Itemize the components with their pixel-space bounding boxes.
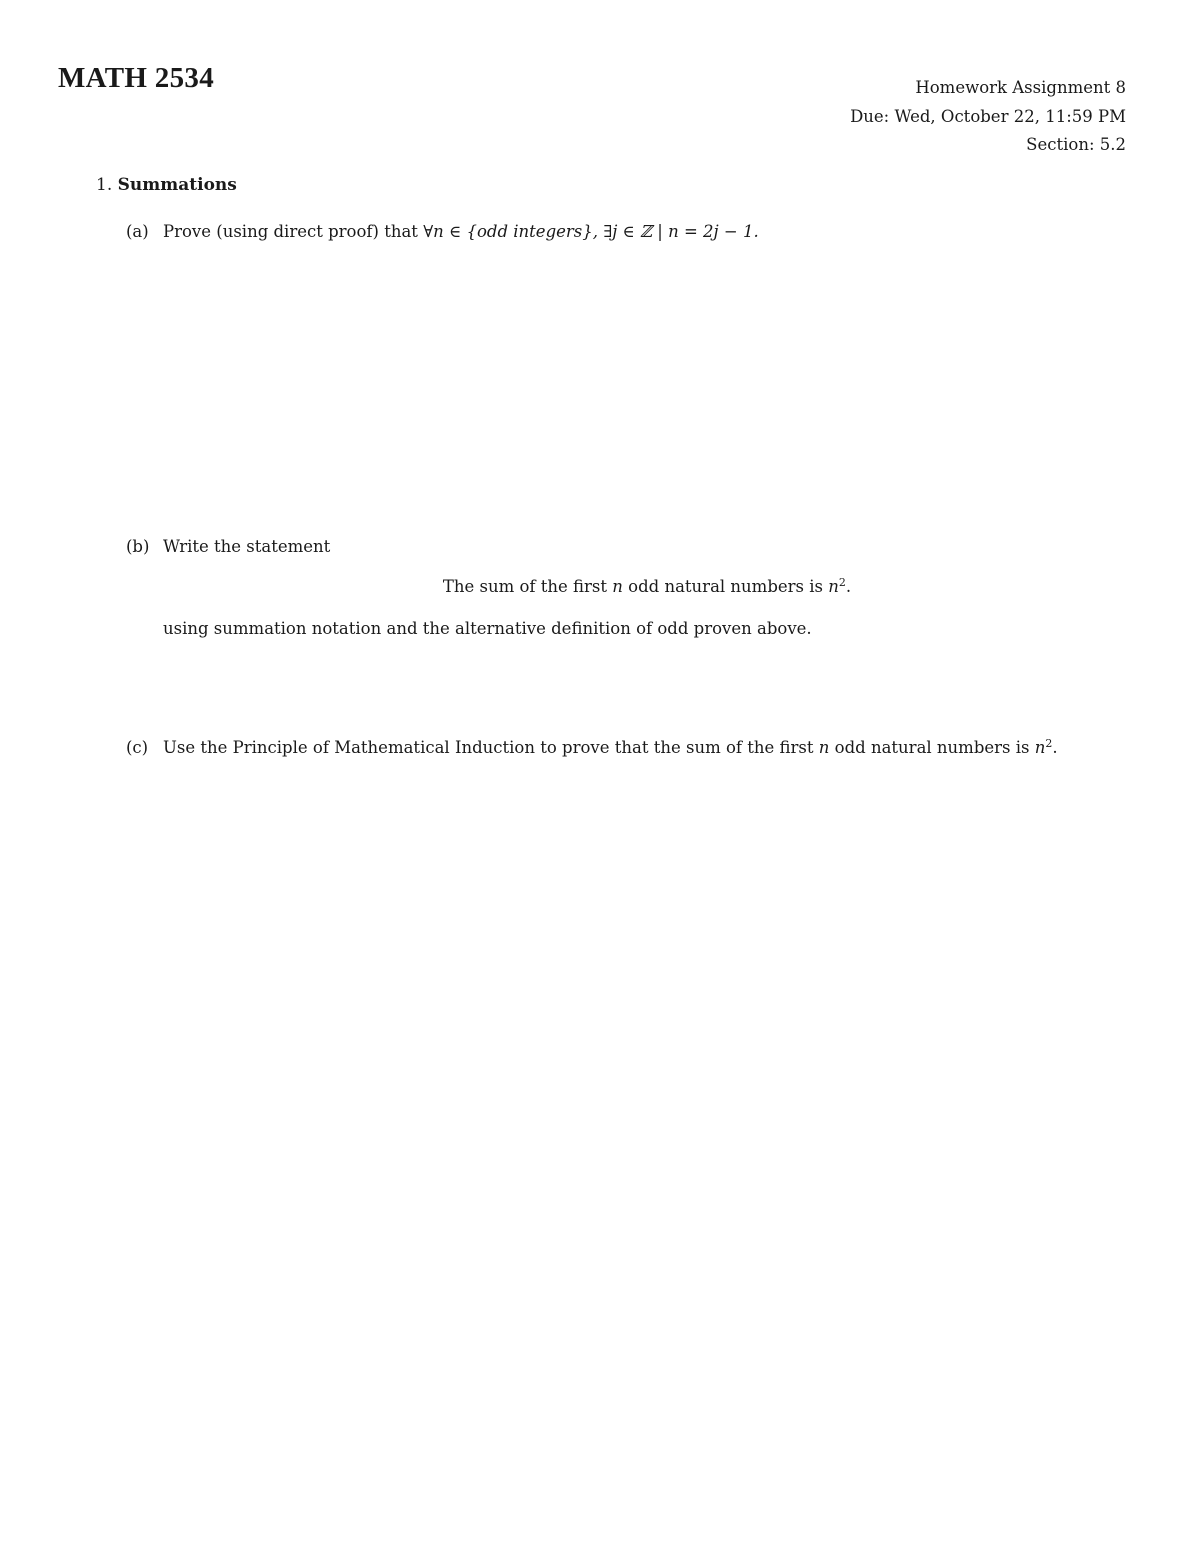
due-date: Due: Wed, October 22, 11:59 PM [850,106,1126,126]
course-title: MATH 2534 [58,62,215,94]
assignment-name: Homework Assignment 8 [915,78,1126,97]
part-c-text-2: odd natural numbers is [829,738,1035,757]
part-c-marker: (c) [126,738,149,757]
statement-text-1: The sum of the first [442,577,613,596]
part-c-var: n [818,738,830,757]
part-a-marker: (a) [126,222,149,241]
statement-end: . [845,577,852,596]
problem-1-heading [96,175,237,195]
part-b [126,537,330,556]
statement-exponent: 2 [838,576,846,589]
statement-text-2: odd natural numbers is [622,577,829,596]
part-c-text-1: Use the Principle of Mathematical Induction to prove that the sum of the first [163,738,819,757]
assignment-info [850,74,1126,160]
statement-base: n [828,577,839,596]
part-a-text: Prove (using direct proof) that [163,222,424,241]
problem-title: Summations [117,175,237,195]
part-b-followup: using summation notation and the alternative definition of odd proven above. [163,619,812,638]
statement-var: n [612,577,623,596]
part-a-math: ∀n ∈ {odd integers}, ∃j ∈ ℤ | n = 2j − 1. [423,222,759,241]
part-b-marker: (b) [126,537,150,556]
part-c-base: n [1034,738,1046,757]
part-c-end: . [1052,738,1058,757]
part-c-exponent: 2 [1045,737,1053,750]
problem-number: 1. [96,175,113,195]
section-number: Section: 5.2 [1026,135,1126,154]
part-b-intro: Write the statement [163,537,331,556]
part-b-statement [0,577,1200,596]
part-c [126,738,1058,757]
part-a [126,222,759,241]
